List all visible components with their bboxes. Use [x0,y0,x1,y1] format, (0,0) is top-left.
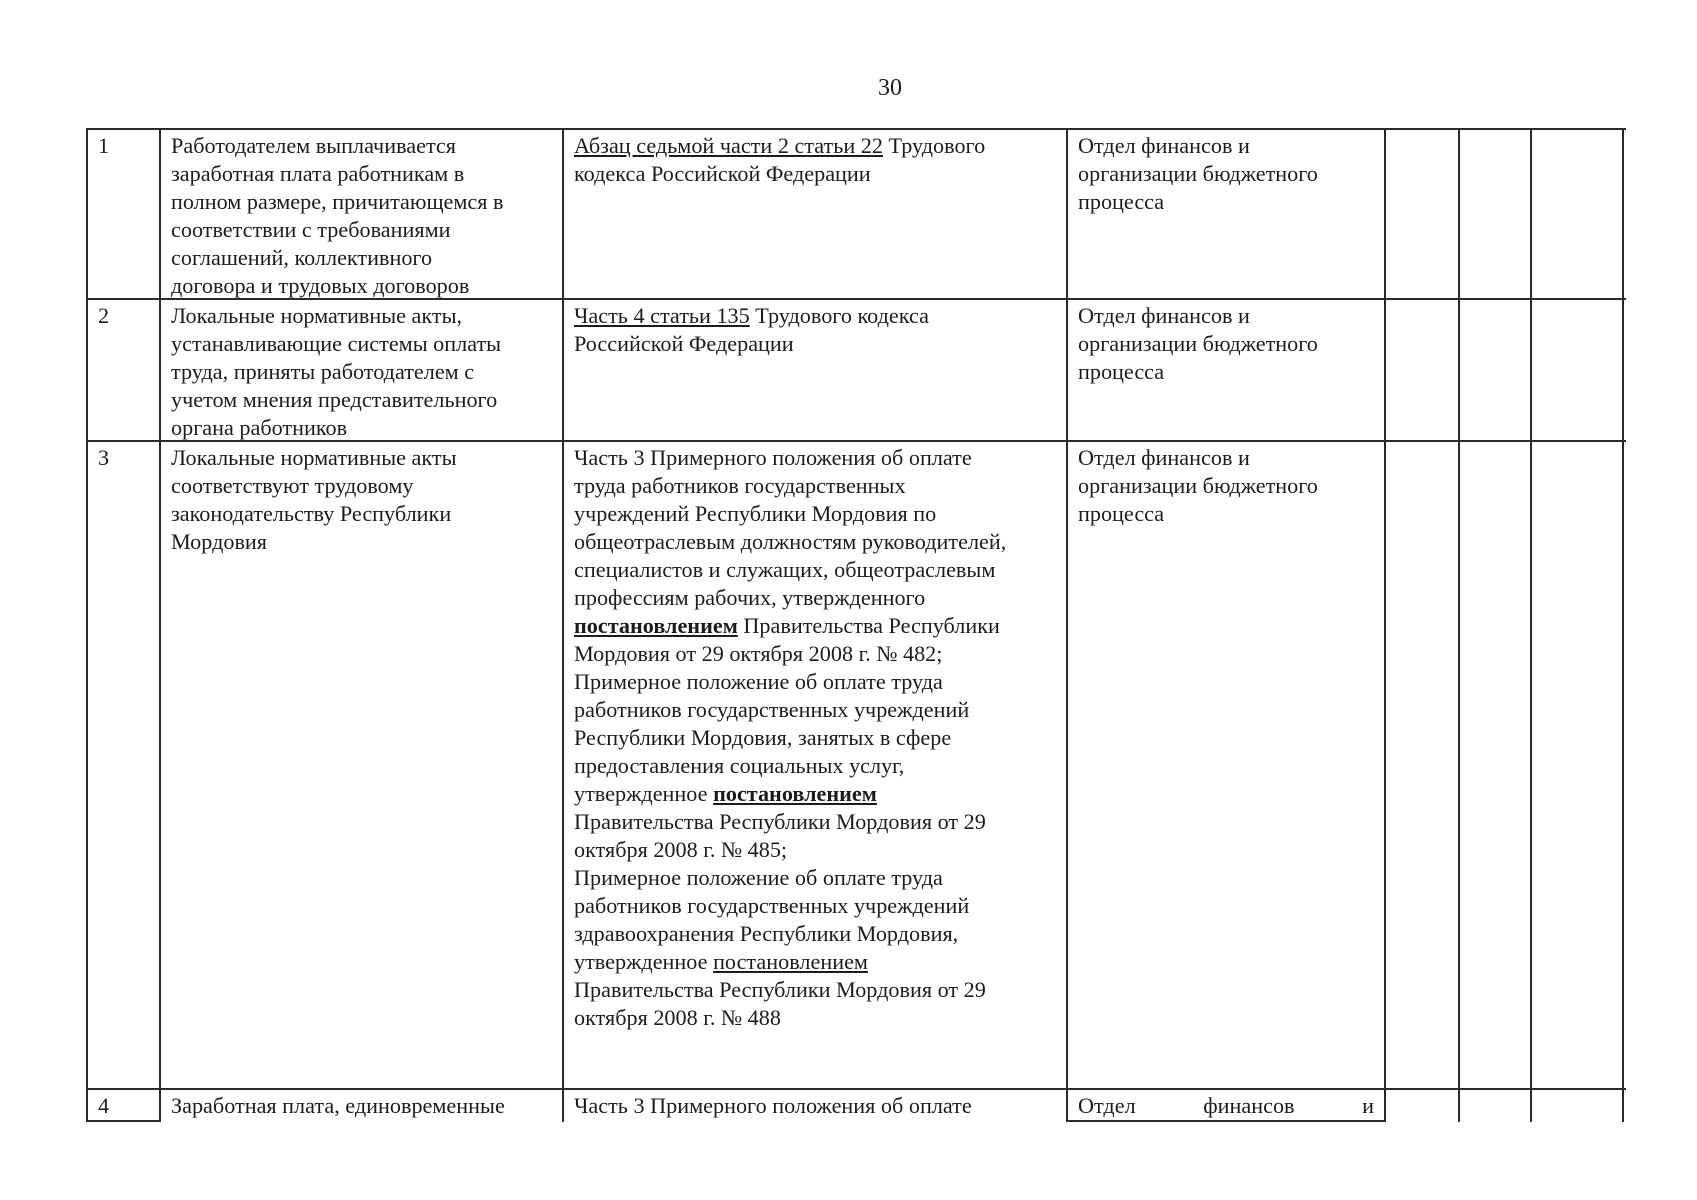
responsible-word: финансов [1203,1093,1295,1118]
basis-text: Примерное положение об оплате труда [574,669,943,694]
requirement-line: законодательству Республики [171,501,452,526]
resolution-link[interactable]: постановлением [713,781,877,806]
legal-basis-cell [562,442,1066,1088]
requirement-line: заработная плата работникам в [171,161,465,186]
requirement-line: Заработная плата, единовременные [171,1093,505,1118]
requirement-cell [159,442,562,1088]
requirement-line: соответствии с требованиями [171,217,451,242]
basis-text: Часть 3 Примерного положения об оплате [574,1093,972,1118]
empty-cell [1458,442,1530,1088]
legal-reference-link[interactable]: Часть 4 статьи 135 [574,303,750,328]
basis-text: октября 2008 г. № 488 [574,1005,781,1030]
basis-text: Мордовия от 29 октября 2008 г. № 482; [574,641,943,666]
requirement-cell [159,130,562,298]
basis-text: октября 2008 г. № 485; [574,837,788,862]
table-row [86,1090,1626,1122]
responsible-line: организации бюджетного [1078,161,1318,186]
responsible-cell [1066,130,1384,298]
legal-basis-cell [562,1090,1066,1122]
empty-cell [1384,130,1458,298]
row-number: 1 [86,130,159,298]
basis-text: специалистов и служащих, общеотраслевым [574,557,996,582]
requirement-line: полном размере, причитающемся в [171,189,504,214]
resolution-link[interactable]: постановлением [713,949,868,974]
empty-cell [1530,130,1624,298]
basis-text: Республики Мордовия, занятых в сфере [574,725,952,750]
basis-text: кодекса Российской Федерации [574,161,871,186]
legal-basis-cell [562,300,1066,440]
requirement-line: соответствуют трудовому [171,473,414,498]
responsible-line: Отдел финансов и [1078,303,1250,328]
basis-text: Часть 3 Примерного положения об оплате [574,445,972,470]
basis-text: Трудового кодекса [749,303,929,328]
basis-text: Правительства Республики [737,613,1000,638]
responsible-word: и [1362,1093,1374,1118]
basis-text: труда работников государственных [574,473,906,498]
basis-text: утвержденное [574,949,714,974]
basis-text: предоставления социальных услуг, [574,753,905,778]
row-number: 3 [86,442,159,1088]
empty-cell [1384,442,1458,1088]
empty-cell [1384,1090,1458,1122]
empty-cell [1458,1090,1530,1122]
requirement-line: труда, приняты работодателем с [171,359,475,384]
responsible-line: Отдел финансов и [1078,445,1250,470]
basis-text: здравоохранения Республики Мордовия, [574,921,959,946]
responsible-line: процесса [1078,501,1165,526]
basis-text: общеотраслевым должностям руководителей, [574,529,1007,554]
basis-text: Правительства Республики Мордовия от 29 [574,977,986,1002]
table-row [86,442,1626,1090]
table-row [86,300,1626,442]
empty-cell [1458,130,1530,298]
responsible-line: организации бюджетного [1078,331,1318,356]
legal-basis-cell [562,130,1066,298]
requirement-cell [159,1090,562,1122]
requirements-table [86,128,1626,1122]
basis-text: работников государственных учреждений [574,893,970,918]
table-row [86,130,1626,300]
resolution-link[interactable]: постановлением [574,613,738,638]
requirement-line: учетом мнения представительного [171,387,498,412]
basis-text: Правительства Республики Мордовия от 29 [574,809,986,834]
empty-cell [1530,300,1624,440]
responsible-line: организации бюджетного [1078,473,1318,498]
requirement-line: органа работников [171,415,348,440]
basis-text: Трудового [882,133,986,158]
responsible-cell [1066,300,1384,440]
requirement-line: Локальные нормативные акты, [171,303,463,328]
basis-text: учреждений Республики Мордовия по [574,501,937,526]
empty-cell [1384,300,1458,440]
page-number: 30 [878,75,902,101]
requirement-line: договора и трудовых договоров [171,273,470,298]
requirement-line: Мордовия [171,529,268,554]
legal-reference-link[interactable]: Абзац седьмой части 2 статьи 22 [574,133,883,158]
responsible-line: Отдел финансов и [1078,133,1250,158]
empty-cell [1530,1090,1624,1122]
requirement-line: Локальные нормативные акты [171,445,457,470]
basis-text: Примерное положение об оплате труда [574,865,943,890]
responsible-cell [1066,1090,1384,1122]
requirement-line: устанавливающие системы оплаты [171,331,502,356]
basis-text: Российской Федерации [574,331,794,356]
responsible-line: процесса [1078,359,1165,384]
basis-text: утвержденное [574,781,714,806]
row-number: 2 [86,300,159,440]
requirement-cell [159,300,562,440]
basis-text: профессиям рабочих, утвержденного [574,585,926,610]
requirement-line: Работодателем выплачивается [171,133,456,158]
empty-cell [1530,442,1624,1088]
responsible-word: Отдел [1078,1093,1136,1118]
empty-cell [1458,300,1530,440]
responsible-line: процесса [1078,189,1165,214]
responsible-cell [1066,442,1384,1088]
basis-text: работников государственных учреждений [574,697,970,722]
requirement-line: соглашений, коллективного [171,245,433,270]
row-number: 4 [86,1090,159,1122]
